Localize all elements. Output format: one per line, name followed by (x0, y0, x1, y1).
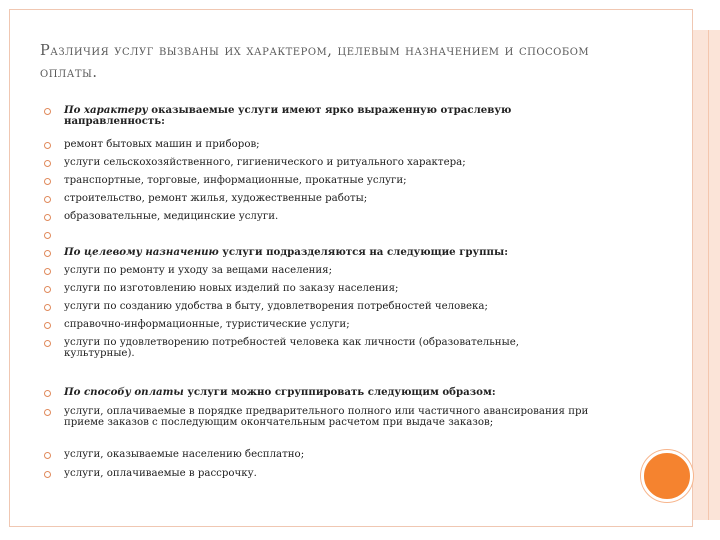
item-text: услуги по удовлетворению потребностей человека как личности (образовательные, культурные). (64, 337, 519, 359)
bullet-icon (44, 178, 51, 185)
item-emphasis: По характеру (64, 104, 148, 116)
bullet-icon (44, 268, 51, 275)
bullet-icon (44, 214, 51, 221)
item-text: услуги, оплачиваемые в рассрочку. (64, 468, 257, 479)
item-text: справочно-информационные, туристические услуги; (64, 319, 350, 330)
orange-circle-decoration (641, 450, 693, 502)
item-text: услуги по созданию удобства в быту, удовлетворения потребностей человека; (64, 301, 488, 312)
item-rest: услуги подразделяются на следующие группы: (218, 246, 508, 258)
bullet-icon (44, 196, 51, 203)
item-text: транспортные, торговые, информационные, прокатные услуги; (64, 175, 407, 186)
bullet-icon (44, 322, 51, 329)
bullet-icon (44, 340, 51, 347)
item-text: услуги, оказываемые населению бесплатно; (64, 449, 305, 460)
bullet-icon (44, 108, 51, 115)
item-emphasis: По способу оплаты (64, 386, 184, 398)
item-text (64, 247, 589, 258)
item-text: услуги сельскохозяйственного, гигиенического и ритуального характера; (64, 157, 466, 168)
bullet-icon (44, 286, 51, 293)
bullet-icon (44, 250, 51, 257)
item-text (64, 105, 589, 127)
item-text: строительство, ремонт жилья, художественные работы; (64, 193, 368, 204)
item-emphasis: По целевому назначению (64, 246, 219, 258)
item-text: услуги по изготовлению новых изделий по заказу населения; (64, 283, 399, 294)
bullet-icon (44, 409, 51, 416)
slide-title: Различия услуг вызваны их характером, целевым назначением и способом оплаты. (40, 43, 590, 81)
right-accent-line (708, 30, 709, 520)
bullet-icon (44, 142, 51, 149)
bullet-icon (44, 304, 51, 311)
bullet-icon (44, 232, 51, 239)
item-text: ремонт бытовых машин и приборов; (64, 139, 260, 150)
item-text: услуги, оплачиваемые в порядке предварительного полного или частичного авансирования при приеме заказов с последующим окончательным расчетом при выдаче заказов; (64, 406, 589, 428)
bullet-icon (44, 160, 51, 167)
right-accent-bar (693, 30, 720, 520)
item-rest: оказываемые услуги имеют ярко выраженную отраслевую направленность: (64, 104, 512, 127)
bullet-icon (44, 471, 51, 478)
item-text: услуги по ремонту и уходу за вещами населения; (64, 265, 333, 276)
bullet-icon (44, 390, 51, 397)
item-text: образовательные, медицинские услуги. (64, 211, 279, 222)
item-rest: услуги можно сгруппировать следующим образом: (183, 386, 496, 398)
bullet-icon (44, 452, 51, 459)
item-text (64, 387, 589, 398)
